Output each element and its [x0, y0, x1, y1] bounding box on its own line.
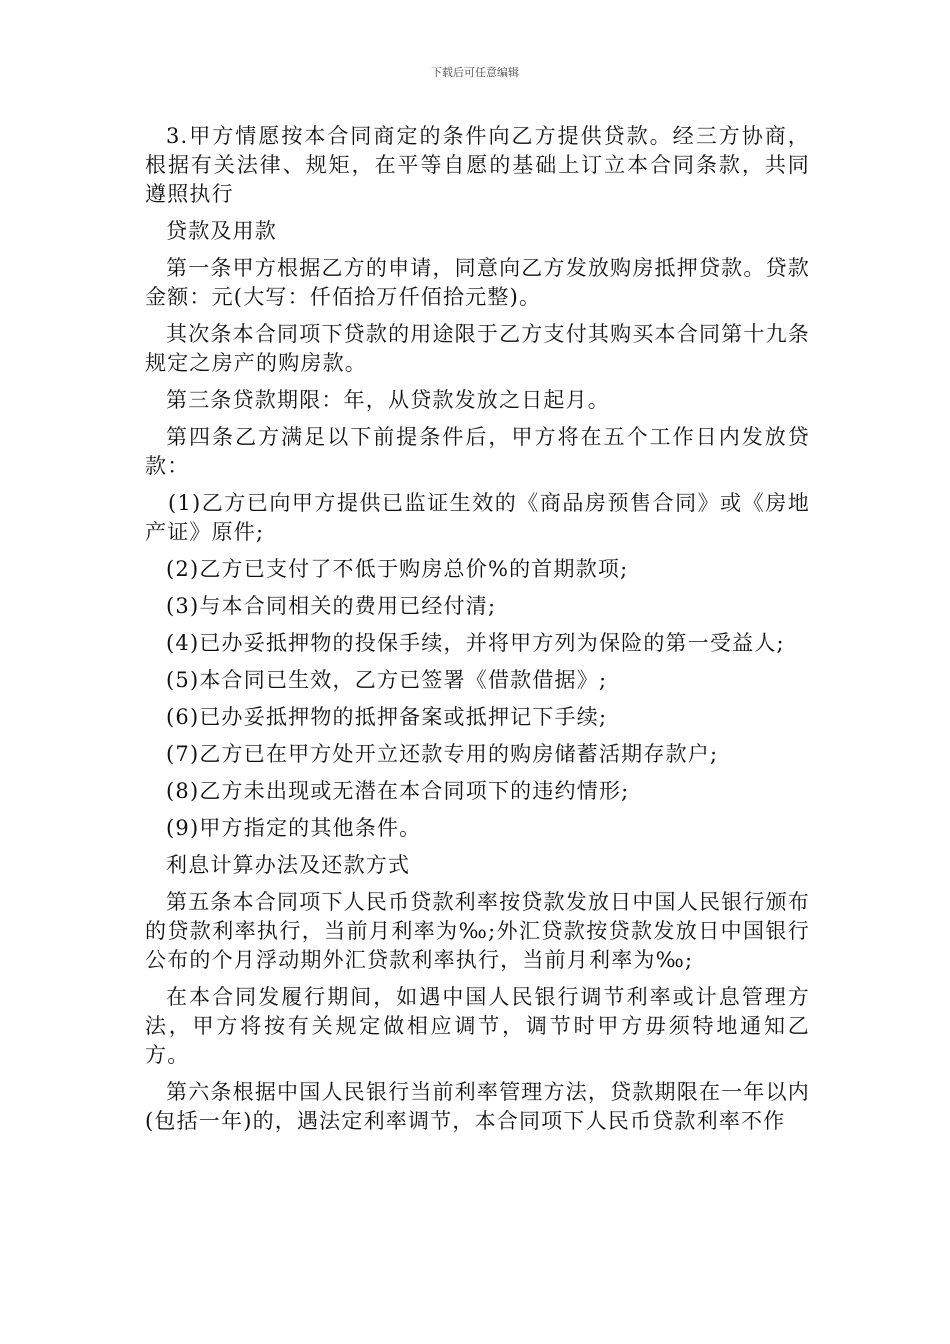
- list-item: (4)已办妥抵押物的投保手续，并将甲方列为保险的第一受益人;: [166, 631, 785, 655]
- list-item: (7)乙方已在甲方处开立还款专用的购房储蓄活期存款户;: [166, 742, 719, 766]
- list-item: (8)乙方未出现或无潜在本合同项下的违约情形;: [166, 779, 630, 803]
- paragraph-article-3: 第三条贷款期限：年，从贷款发放之日起月。: [166, 388, 610, 412]
- list-item: (5)本合同已生效，乙方已签署《借款借据》;: [166, 668, 608, 692]
- list-item: (3)与本合同相关的费用已经付清;: [166, 594, 497, 618]
- paragraph-article-4: 第四条乙方满足以下前提条件后，甲方将在五个工作日内发放贷款：: [145, 425, 810, 478]
- paragraph-intro: 3.甲方情愿按本合同商定的条件向乙方提供贷款。经三方协商，根据有关法律、规矩，在平等自愿的基础上订立本合同条款，共同遵照执行: [145, 124, 810, 206]
- paragraph-article-2: 其次条本合同项下贷款的用途限于乙方支付其购买本合同第十九条规定之房产的购房款。: [145, 322, 810, 375]
- paragraph-article-1: 第一条甲方根据乙方的申请，同意向乙方发放购房抵押贷款。贷款金额：元(大写：仟佰拾万仟佰拾元整)。: [145, 256, 810, 309]
- section-heading-loan-use: 贷款及用款: [166, 219, 277, 243]
- list-item: (1)乙方已向甲方提供已监证生效的《商品房预售合同》或《房地产证》原件;: [145, 491, 810, 544]
- list-item: (6)已办妥抵押物的抵押备案或抵押记下手续;: [166, 705, 608, 729]
- list-item: (2)乙方已支付了不低于购房总价%的首期款项;: [166, 557, 629, 581]
- page-header: 下载后可任意编辑: [431, 66, 519, 79]
- document-body: [145, 122, 810, 1144]
- paragraph-article-5: 第五条本合同项下人民币贷款利率按贷款发放日中国人民银行颁布的贷款利率执行，当前月利率为‰;外汇贷款按贷款发放日中国银行公布的个月浮动期外汇贷款利率执行，当前月利率为‰;: [145, 890, 810, 972]
- section-heading-interest: 利息计算办法及还款方式: [166, 853, 411, 877]
- paragraph-rate-adjustment: 在本合同发履行期间，如遇中国人民银行调节利率或计息管理方法，甲方将按有关规定做相应调节，调节时甲方毋须特地通知乙方。: [145, 985, 810, 1067]
- list-item: (9)甲方指定的其他条件。: [166, 816, 422, 840]
- paragraph-article-6: 第六条根据中国人民银行当前利率管理方法，贷款期限在一年以内(包括一年)的，遇法定利率调节，本合同项下人民币贷款利率不作: [145, 1080, 810, 1133]
